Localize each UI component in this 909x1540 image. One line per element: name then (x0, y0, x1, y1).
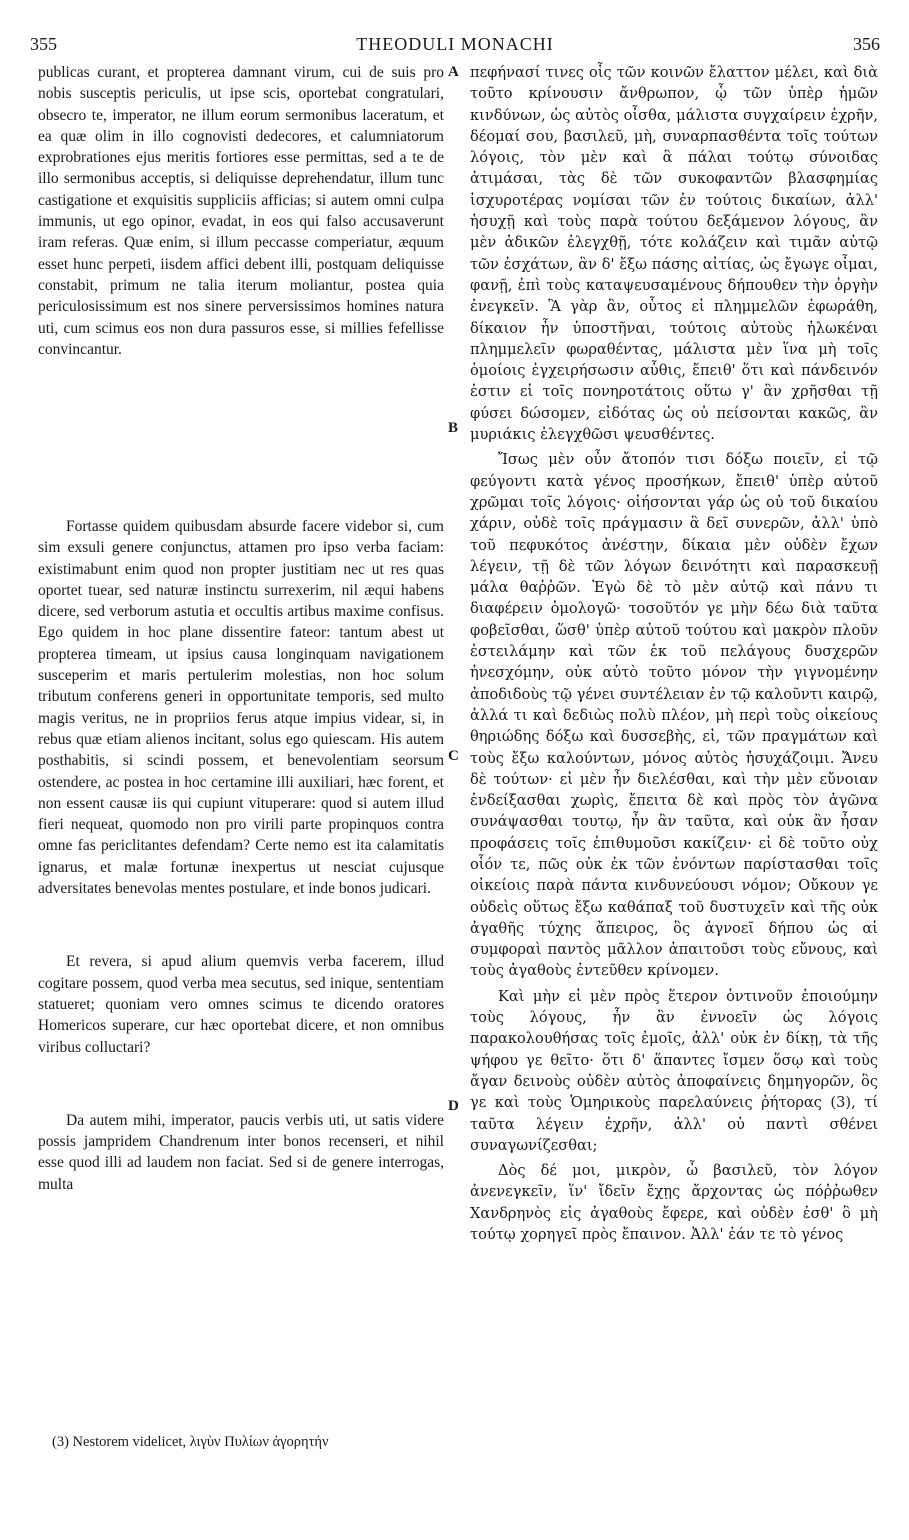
latin-paragraph-2: Fortasse quidem quibusdam absurde facere videbor si, cum sim exsuli genere conjunctus, attamen pro ipso verba faciam: existimabunt enim quod non propter justitiam nec ut res quas oportet tuear, sed naturæ instinctu surrexerim, nil æqui habens dicere, sed verborum astutia et occultis artibus maxime confisus. Ego quidem in hoc plane dissentire fateor: tantum abest ut propterea timeam, ut ipsius causa longinquam navigationem susceperim et maris pertulerim molestias, non hoc solum tributum conferens generi in opportunitate temporis, sed multo magis veritus, ne in propriios ferus atque impius videar, si, in rebus quæ etiam alienos incitant, solus ego quiescam. His autem posthabitis, si scindi possem, et benevolentiam seorsum ostendere, ac postea in hoc certamine illi auxiliari, hæc forent, et non essent causæ iis qui cupiunt vituperare: quod si autem illud fieri nequeat, quomodo non pro virili parte propinquos contra omne fas periclitantes defendam? Certe nemo est ita calamitatis ignarus, et malæ fortunæ inexpertus ut nesciat cujusque adversitates benevolas mentes postulare, et inde bonos judicari. (38, 518, 444, 898)
footnote: (3) Nestorem videlicet, λιγὺν Πυλίων ἀγορητήν (52, 1434, 329, 1450)
latin-paragraph-4: Da autem mihi, imperator, paucis verbis uti, ut satis videre possis jampridem Chandrenum inter bonos recenseri, et nihil esse quod illi ad laudem non faciat. Sed si de genere interrogas, multa (38, 1111, 444, 1193)
margin-marker-d: D (448, 1098, 459, 1114)
latin-paragraph-3: Et revera, si apud alium quemvis verba facerem, illud cogitare possem, quod verba mea secutus, sed inique, sententiam statueret; quoniam vero omnes scimus te dicendo oratores Homericos superare, cur hæc oportebat dicere, et non omnibus viribus colluctari? (38, 953, 444, 1056)
latin-paragraph-1: publicas curant, et propterea damnant virum, cui de suis pro nobis susceptis periculis, ut ipse scis, oportebat congratulari, obsecro te, imperator, ne illum eorum sermonibus laceratum, et ea quæ olim in illo cognovisti dedecores, et calumniatorum exprobrationes ejus meritis fortiores esse permittas, sed a te de illo sermonibus acceptis, si deliquisse deprehendatur, illum tunc castigatione et exquisitis suppliciis afficias; si autem omni culpa immunis, ut ego opinor, evadat, in eos qui falso accusaverunt iram referas. Quæ enim, si illum peccasse comperiatur, æquum esset hunc perpeti, iisdem affici debent illi, postquam deliquisse constabit, primum ne talia iterum moliantur, postea quia periculosissimum est nos sinere perversissimos homines natura uti, cum scimus eos non dura passuros esse, si millies fefellisse convincantur. (38, 64, 444, 358)
page-number-right: 356 (853, 34, 880, 54)
greek-paragraph-2: Ἴσως μὲν οὖν ἄτοπόν τισι δόξω ποιεῖν, εἰ τῷ φεύγοντι κατὰ γένος προσήκων, ἔπειθ' ὑπὲρ αὐτοῦ χρῶμαι τοῖς λόγοις· οἰήσονται γάρ ὡς οὐ τοῦ δικαίου χάριν, οὐδὲ τοῖς πράγμασιν ἃ δεῖ συνερῶν, ἀλλ' ὑπὸ τοῦ πεφυκότος ἀνέστην, δίκαια μὲν οὐδὲν ἔχων λέγειν, τῇ δὲ τῶν λόγων δεινότητι καὶ παρασκευῇ μάλα θαῤῥῶν. Ἐγὼ δὲ τὸ μὲν αὐτῷ καὶ πάνυ τι διαφέρειν ὁμολογῶ· τοσοῦτόν γε μὴν δέω διὰ ταῦτα φοβεῖσθαι, ὥσθ' ὑπὲρ αὐτοῦ τούτου καὶ μακρὸν πλοῦν ἐστειλάμην καὶ τῶν ἐκ τοῦ πελάγους δυσχερῶν ἠνεσχόμην, οὐκ αὐτὸ τοῦτο μόνον τὴν γιγνομένην ἀποδιδοὺς τῷ γένει συντέλειαν ἐν τῷ καλοῦντι καιρῷ, ἀλλά τι καὶ δεδιὼς πολὺ πλέον, μὴ περὶ τοὺς οἰκείους θηριώδης δόξω καὶ δυσσεβὴς, εἰ, τῶν πραγμάτων καὶ τοὺς ἔξω καλούντων, μόνος αὐτὸς ἡσυχάζοιμι. Ἄνευ δὲ τούτων· εἰ μὲν ἦν διελέσθαι, καὶ τὴν μὲν εὔνοιαν ἐνδείξασθαι χωρὶς, ἔπειτα δὲ καὶ πρὸς τὸν ἀγῶνα συνάψασθαι τουτῳ, ἦν ἂν ταῦτα, καὶ οὐκ ἂν ἦσαν προφάσεις τοῖς ἐπιθυμοῦσι κακίζειν· εἰ δὲ τοῦτο οὐχ οἷόν τε, πῶς οὐκ ἐκ τῶν ἐνόντων παρίστασθαι τοῖς οἰκείοις παρὰ πάντα κινδυνεύουσι νόμον; Οὔκουν γε οὐδεὶς οὕτως ἔξω καθάπαξ τοῦ δυστυχεῖν καὶ τῆς οὐκ ἀγαθῆς τύχης ἄπειρος, ὃς ἀγνοεῖ δήπου ὡς αἱ συμφοραὶ παντὸς μᾶλλον ἀπαιτοῦσι τοὺς εὔνους, καὶ τοὺς ἀγαθοὺς ἐντεῦθεν κρίνομεν. (470, 451, 878, 980)
running-title: THEODULI MONACHI (356, 34, 554, 54)
page-number-left: 355 (30, 34, 57, 54)
greek-paragraph-3: Καὶ μὴν εἰ μὲν πρὸς ἕτερον ὁντινοῦν ἐποιούμην τοὺς λόγους, ἦν ἂν ἐννοεῖν ὡς λόγοις παρακολουθήσας τοῖς ἐμοῖς, ἀλλ' οὐκ ἐν δίκῃ, τὰ τῆς ψήφου γε θεῖτο· ὅτι δ' ἅπαντες ἴσμεν ὅσῳ καὶ τοὺς ἄγαν δεινοὺς οὐδὲν αὐτὸς ἀποφαίνεις δημηγορῶν, ὃς γε καὶ τοὺς Ὁμηρικοὺς παρελαύνεις ῥήτορας (3), τί ταῦτα λέγειν ἐχρῆν, ἀλλ' οὐ παντὶ σθένει συναγωνίζεσθαι; (470, 987, 878, 1154)
margin-marker-a: A (448, 64, 459, 80)
latin-column (38, 62, 444, 1195)
running-header (30, 34, 880, 58)
margin-marker-b: B (448, 420, 459, 436)
greek-paragraph-1: πεφήνασί τινες οἷς τῶν κοινῶν ἔλαττον μέλει, καὶ διὰ τοῦτο κρίνουσιν ἄνθρωπον, ᾧ τῶν ὑπὲρ ἡμῶν κινδύνων, ὡς αὐτὸς οἶσθα, μάλιστα συγχαίρειν ἐχρῆν, δέομαί σου, βασιλεῦ, μὴ, συναρπασθέντα τοῖς τούτων λόγοις, τὸν μὲν καὶ ἃ πάλαι τούτῳ σύνοιδας ἀτιμάσαι, τὰς δὲ τῶν συκοφαντῶν βλασφημίας ἰσχυροτέρας νομίσαι τῶν ἐν τούτοις δικαίων, ἀλλ' ἡσυχῇ καὶ τοὺς παρὰ τούτου δεξάμενον λόγους, ἂν μὲν ἀδικῶν ἐλεγχθῇ, τότε κολάζειν καὶ τιμᾶν αὐτῷ τῶν ἐσχάτων, ἂν δ' ἔξω πάσης αἰτίας, ὡς ἔγωγε οἶμαι, φανῇ, ἐπὶ τοὺς καταψευσαμένους δήπουθεν τὴν ὀργὴν ἐνεγκεῖν. Ἃ γὰρ ἂν, οὗτος εἰ πλημμελῶν ἐφωράθη, δίκαιον ἦν ὑποστῆναι, τούτοις αὐτοὺς ἡλωκέναι πλημμελεῖν φωραθέντας, μάλιστα μὲν ἵνα μὴ τοῖς ὁμοίοις ἐγχειρήσωσιν αὖθις, ἔπειθ' ὅτι καὶ πάνδεινόν ἐστιν εἰ τοῖς πονηροτάτοις οὕτω γ' ἂν χρῆσθαι τῇ φύσει δώσομεν, εἰδότας ὡς οὐ πείσονται κακῶς, ἂν μυριάκις ἐλεγχθῶσι ψευσθέντες. (470, 64, 878, 444)
greek-column (470, 62, 878, 1245)
greek-paragraph-4: Δὸς δέ μοι, μικρὸν, ὦ βασιλεῦ, τὸν λόγον ἀνενεγκεῖν, ἵν' ἴδεῖν ἔχῃς ἄρχοντας ὡς πόῤῥωθεν Χανδρηνὸς εἰς ἀγαθοὺς ἔφερε, καὶ οὐδὲν ἐσθ' ὃ μὴ τούτῳ χορηγεῖ πρὸς ἔπαινον. Ἀλλ' ἐάν τε τὸ γένος (470, 1162, 878, 1244)
margin-marker-c: C (448, 748, 459, 764)
